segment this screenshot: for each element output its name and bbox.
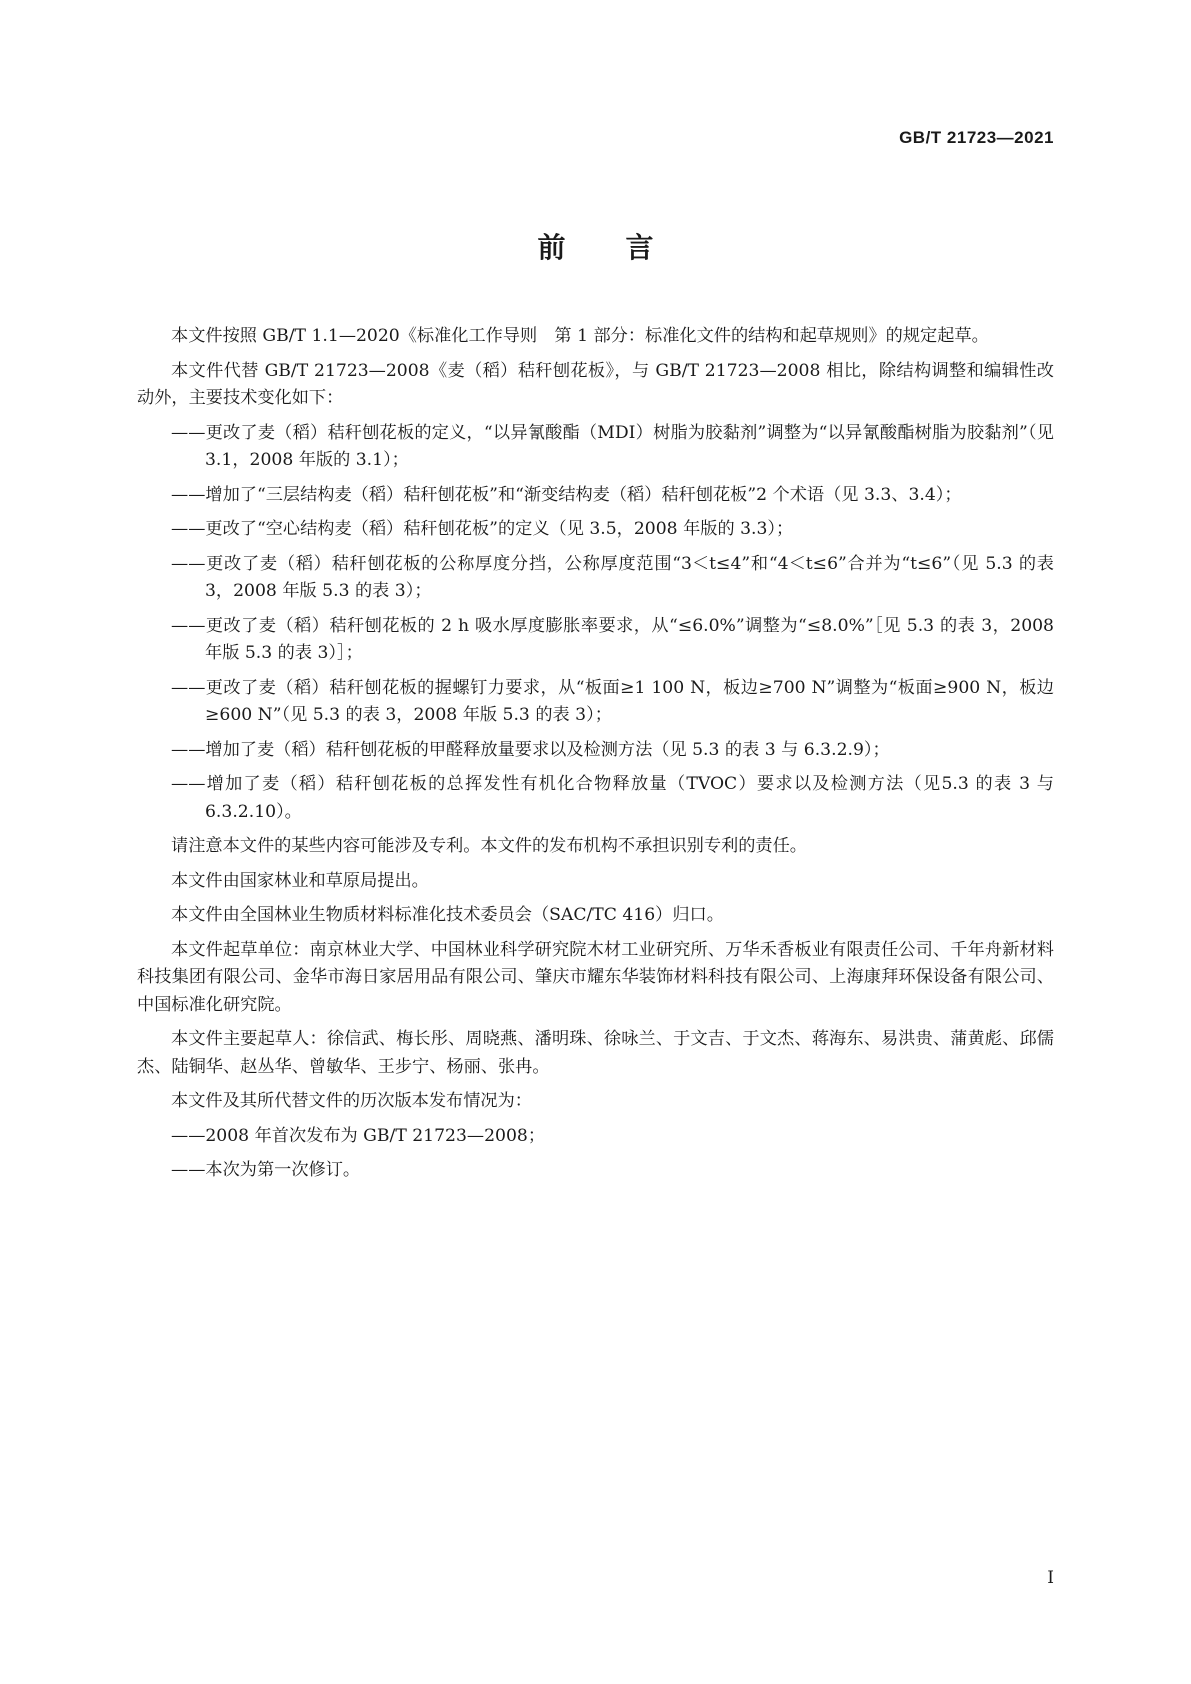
paragraph: 本文件起草单位：南京林业大学、中国林业科学研究院木材工业研究所、万华禾香板业有限责任公司、千年舟新材料科技集团有限公司、金华市海日家居用品有限公司、肇庆市耀东华装饰材料科技有限公司、上海康拜环保设备有限公司、中国标准化研究院。	[137, 939, 1054, 1015]
paragraph: 本文件按照 GB/T 1.1—2020《标准化工作导则 第 1 部分：标准化文件的结构和起草规则》的规定起草。	[171, 326, 989, 346]
list-item: ——2008 年首次发布为 GB/T 21723—2008；	[171, 1125, 546, 1146]
list-item: ——增加了麦（稻）秸秆刨花板的总挥发性有机化合物释放量（TVOC）要求以及检测方法（见5.3 的表 3 与 6.3.2.10）。	[171, 774, 1054, 822]
list-item: ——更改了“空心结构麦（稻）秸秆刨花板”的定义（见 3.5，2008 年版的 3.3）；	[171, 519, 794, 539]
paragraph: 本文件及其所代替文件的历次版本发布情况为：	[171, 1091, 532, 1111]
page-title: 前言	[537, 231, 714, 264]
list-item: ——本次为第一次修订。	[171, 1160, 361, 1180]
paragraph: 请注意本文件的某些内容可能涉及专利。本文件的发布机构不承担识别专利的责任。	[171, 836, 807, 856]
list-item: ——增加了“三层结构麦（稻）秸秆刨花板”和“渐变结构麦（稻）秸秆刨花板”2 个术语（见 3.3、3.4）；	[171, 484, 962, 505]
list-item: ——更改了麦（稻）秸秆刨花板的公称厚度分挡，公称厚度范围“3＜t≤4”和“4＜t≤6”合并为“t≤6”（见 5.3 的表 3，2008 年版 5.3 的表 3）；	[171, 553, 1054, 601]
paragraph: 本文件代替 GB/T 21723—2008《麦（稻）秸秆刨花板》，与 GB/T 21723—2008 相比，除结构调整和编辑性改动外，主要技术变化如下：	[137, 360, 1054, 408]
paragraph: 本文件由国家林业和草原局提出。	[171, 870, 429, 891]
standard-code: GB/T 21723—2021	[899, 128, 1054, 147]
list-item: ——更改了麦（稻）秸秆刨花板的 2 h 吸水厚度膨胀率要求，从“≤6.0%”调整为“≤8.0%”［见 5.3 的表 3，2008 年版 5.3 的表 3）］；	[171, 615, 1054, 663]
list-item: ——更改了麦（稻）秸秆刨花板的定义，“以异氰酸酯（MDI）树脂为胶黏剂”调整为“以异氰酸酯树脂为胶黏剂”（见 3.1，2008 年版的 3.1）；	[171, 422, 1054, 470]
paragraph: 本文件由全国林业生物质材料标准化技术委员会（SAC/TC 416）归口。	[171, 905, 724, 925]
list-item: ——更改了麦（稻）秸秆刨花板的握螺钉力要求，从“板面≥1 100 N，板边≥700 N”调整为“板面≥900 N，板边≥600 N”（见 5.3 的表 3，2008 年版 5.3 的表 3）；	[171, 677, 1054, 725]
list-item: ——增加了麦（稻）秸秆刨花板的甲醛释放量要求以及检测方法（见 5.3 的表 3 与 6.3.2.9）；	[171, 739, 890, 760]
page-number: I	[1047, 1568, 1054, 1588]
document-body	[137, 323, 1054, 1192]
paragraph: 本文件主要起草人：徐信武、梅长彤、周晓燕、潘明珠、徐咏兰、于文吉、于文杰、蒋海东、易洪贵、蒲黄彪、邱儒杰、陆铜华、赵丛华、曾敏华、王步宁、杨丽、张冉。	[137, 1029, 1054, 1077]
